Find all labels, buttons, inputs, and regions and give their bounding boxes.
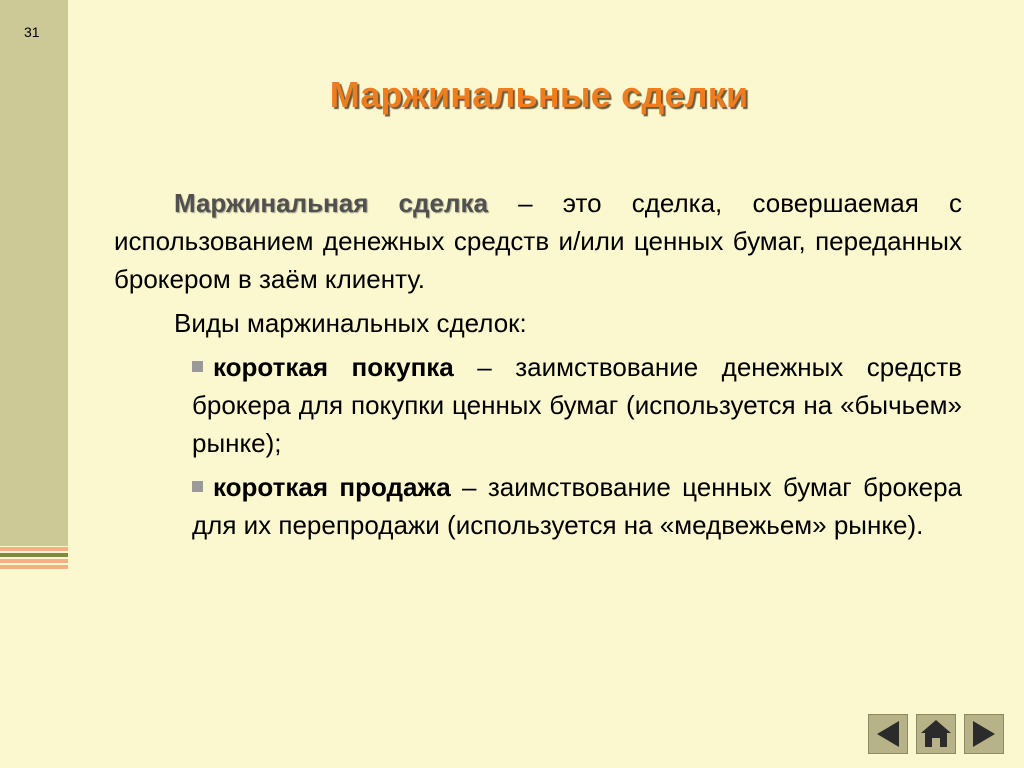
arrow-right-icon [965,715,1003,753]
slide-title: Маржинальные сделки [329,74,749,115]
stripe-olive [0,553,68,557]
stripe-peach [0,565,68,569]
list-item [192,348,962,462]
definition-text: – это сделка, совершаемая с использованием денежных средств и/или ценных бумаг, переданных брокером в заём клиенту. [114,188,963,294]
definition-term: Маржинальная сделка [174,188,488,218]
stripe-peach [0,547,68,551]
slide-content [114,184,962,544]
item-term: короткая продажа [213,472,451,502]
next-slide-button[interactable] [964,714,1004,754]
item-term: короткая покупка [213,352,454,382]
square-bullet-icon [192,361,203,372]
page-number: 31 [24,24,40,40]
list-item [192,468,962,544]
types-heading: Виды маржинальных сделок: [174,308,527,338]
home-icon [917,715,955,753]
types-list [114,348,962,544]
definition-paragraph [114,184,962,298]
previous-slide-button[interactable] [868,714,908,754]
home-button[interactable] [916,714,956,754]
decorative-stripes [0,547,68,571]
item-text: – заимствование денежных средств брокера для покупки ценных бумаг (используется на «бычьем» рынке); [192,352,962,458]
stripe-peach [0,559,68,563]
item-text: – заимствование ценных бумаг брокера для их перепродажи (используется на «медвежьем» рынке). [192,472,962,540]
square-bullet-icon [192,481,203,492]
arrow-left-icon [869,715,907,753]
